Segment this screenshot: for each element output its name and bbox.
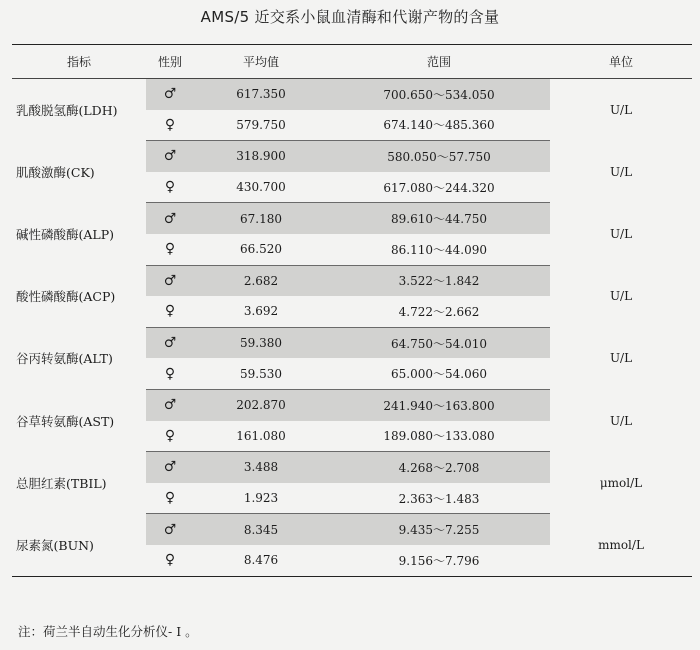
range-cell: 2.363～1.483 (328, 483, 550, 514)
range-cell: 9.156～7.796 (328, 545, 550, 576)
unit-cell: μmol/L (599, 475, 643, 490)
mean-cell: 1.923 (194, 483, 328, 514)
table-title: AMS/5 近交系小鼠血清酶和代谢产物的含量 (200, 8, 500, 26)
unit-cell: U/L (609, 226, 633, 241)
unit-cell: U/L (609, 102, 633, 117)
range-cell: 617.080～244.320 (328, 172, 550, 203)
range-cell: 89.610～44.750 (328, 203, 550, 234)
mean-cell: 3.488 (194, 452, 328, 483)
table-row-male (12, 141, 692, 172)
unit-cell: U/L (609, 289, 633, 304)
sex-male-cell: ♂ (146, 79, 194, 110)
range-cell: 241.940～163.800 (328, 389, 550, 420)
sex-male-cell: ♂ (146, 327, 194, 358)
mean-cell: 67.180 (194, 203, 328, 234)
sex-male-cell: ♂ (146, 514, 194, 545)
sex-female-cell: ♀ (146, 172, 194, 203)
sex-female-cell: ♀ (146, 296, 194, 327)
range-cell: 189.080～133.080 (328, 421, 550, 452)
sex-female-cell: ♀ (146, 545, 194, 576)
indicator-cell: 酸性磷酸酶(ACP) (16, 289, 116, 305)
unit-cell: U/L (609, 164, 633, 179)
range-cell: 580.050～57.750 (328, 141, 550, 172)
indicator-cell: 谷丙转氨酶(ALT) (16, 351, 113, 367)
mean-cell: 161.080 (194, 421, 328, 452)
table-row-male (12, 203, 692, 234)
mean-cell: 430.700 (194, 172, 328, 203)
range-cell: 65.000～54.060 (328, 358, 550, 389)
unit-cell: U/L (609, 351, 633, 366)
mean-cell: 66.520 (194, 234, 328, 265)
sex-male-cell: ♂ (146, 452, 194, 483)
footnote: 注：荷兰半自动生化分析仪- I 。 (18, 624, 198, 639)
header-row (12, 45, 692, 79)
sex-female-cell: ♀ (146, 110, 194, 141)
sex-female-cell: ♀ (146, 234, 194, 265)
table-body (12, 79, 692, 577)
indicator-cell: 肌酸激酶(CK) (16, 164, 95, 180)
range-cell: 4.722～2.662 (328, 296, 550, 327)
mean-cell: 579.750 (194, 110, 328, 141)
table-row-male (12, 389, 692, 420)
range-cell: 4.268～2.708 (328, 452, 550, 483)
mean-cell: 8.345 (194, 514, 328, 545)
sex-female-cell: ♀ (146, 421, 194, 452)
table-row-male (12, 514, 692, 545)
mean-cell: 59.380 (194, 327, 328, 358)
indicator-cell: 谷草转氨酶(AST) (16, 413, 115, 429)
unit-cell: U/L (609, 413, 633, 428)
range-cell: 3.522～1.842 (328, 265, 550, 296)
sex-female-cell: ♀ (146, 358, 194, 389)
indicator-cell: 乳酸脱氢酶(LDH) (16, 102, 118, 118)
indicator-cell: 总胆红素(TBIL) (16, 475, 107, 491)
mean-cell: 2.682 (194, 265, 328, 296)
range-cell: 9.435～7.255 (328, 514, 550, 545)
mean-cell: 59.530 (194, 358, 328, 389)
header-mean: 平均值 (194, 45, 328, 79)
sex-female-cell: ♀ (146, 483, 194, 514)
range-cell: 86.110～44.090 (328, 234, 550, 265)
sex-male-cell: ♂ (146, 265, 194, 296)
sex-male-cell: ♂ (146, 203, 194, 234)
range-cell: 674.140～485.360 (328, 110, 550, 141)
table-row-male (12, 79, 692, 110)
table-row-male (12, 265, 692, 296)
table-row-male (12, 327, 692, 358)
indicator-cell: 碱性磷酸酶(ALP) (16, 226, 114, 242)
mean-cell: 318.900 (194, 141, 328, 172)
header-indicator: 指标 (12, 45, 146, 79)
mean-cell: 617.350 (194, 79, 328, 110)
header-sex: 性别 (146, 45, 194, 79)
sex-male-cell: ♂ (146, 141, 194, 172)
range-cell: 64.750～54.010 (328, 327, 550, 358)
header-unit: 单位 (550, 45, 692, 79)
range-cell: 700.650～534.050 (328, 79, 550, 110)
unit-cell: mmol/L (550, 514, 692, 576)
mean-cell: 8.476 (194, 545, 328, 576)
enzyme-table (12, 44, 692, 577)
sex-male-cell: ♂ (146, 389, 194, 420)
header-range: 范围 (328, 45, 550, 79)
mean-cell: 202.870 (194, 389, 328, 420)
indicator-cell: 尿素氮(BUN) (12, 514, 146, 576)
mean-cell: 3.692 (194, 296, 328, 327)
table-row-male (12, 452, 692, 483)
